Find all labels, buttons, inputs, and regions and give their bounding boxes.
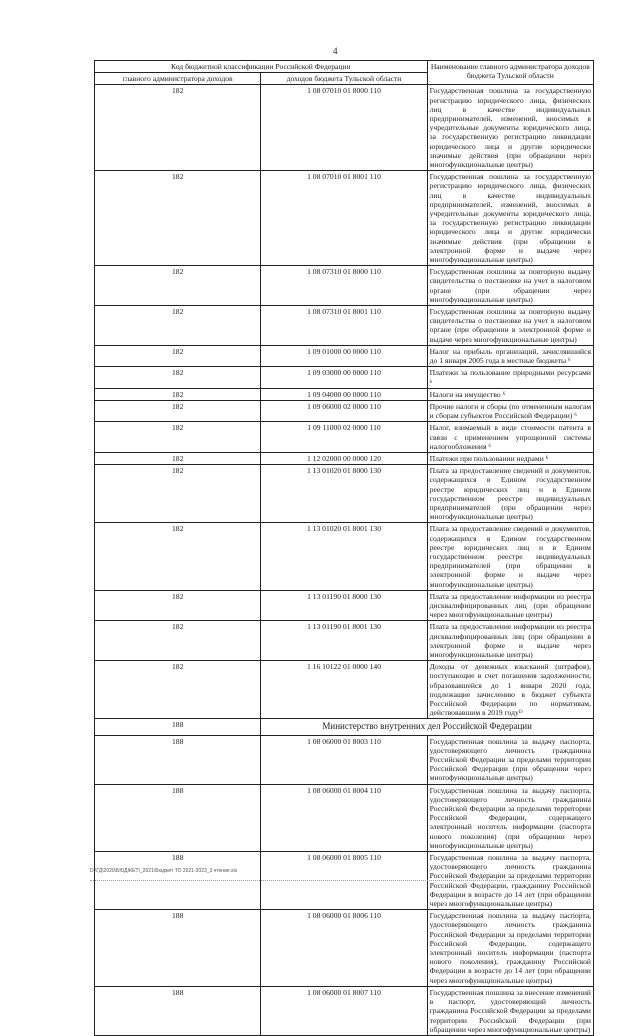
income-name-cell: Налог на прибыль организаций, зачислявшийся до 1 января 2005 года в местные бюджеты ⁶ bbox=[427, 345, 593, 366]
table-row bbox=[95, 266, 594, 306]
table-row bbox=[95, 367, 594, 388]
file-path-footer: D:\ГД\2020\БЮДЖЕТ\_2021\Бюджет ТО 2021-2023_3 чтение.xls bbox=[90, 868, 238, 874]
admin-code-cell: 188 bbox=[95, 986, 261, 1035]
table-row bbox=[95, 345, 594, 366]
admin-code-cell: 182 bbox=[95, 171, 261, 266]
admin-code-cell: 188 bbox=[95, 735, 261, 784]
income-code-cell: 1 08 06000 01 8005 110 bbox=[261, 852, 427, 910]
income-code-cell: 1 09 03000 00 0000 110 bbox=[261, 367, 427, 388]
table-row bbox=[95, 388, 594, 400]
admin-code-cell: 188 bbox=[95, 784, 261, 851]
income-name-cell: Плата за предоставление информации из реестра дисквалифицированных лиц (при обращении в электронной форме и выдаче через многофункциональные центры) bbox=[427, 621, 593, 661]
table-row bbox=[95, 910, 594, 987]
code-group-header: Код бюджетной классификации Российской Федерации bbox=[95, 61, 428, 73]
table-row bbox=[95, 784, 594, 851]
income-name-cell: Государственная пошлина за повторную выдачу свидетельства о постановке на учет в налоговом органе (при обращении через многофункциональные центры) bbox=[427, 266, 593, 306]
income-name-cell: Плата за предоставление сведений и документов, содержащихся в Едином государственном реестре юридических лиц и в Едином государственном реестре индивидуальных предпринимателей (при обращении в электронной форме и выдаче через многофункциональные центры) bbox=[427, 523, 593, 590]
income-name-cell: Государственная пошлина за выдачу паспорта, удостоверяющего личность гражданина Российской Федерации за пределами территории Российской Федерации, содержащего электронный носитель информации (паспорта нового поколения), гражданину Российской Федерации в возрасте до 14 лет (при обращении через многофункциональные центры) bbox=[427, 910, 593, 987]
table-row bbox=[95, 661, 594, 719]
income-code-cell: 1 13 01020 01 8000 130 bbox=[261, 465, 427, 523]
income-name-cell: Налог, взимаемый в виде стоимости патента в связи с применением упрощенной системы налогообложения ⁶ bbox=[427, 422, 593, 453]
income-code-cell: 1 13 01020 01 8001 130 bbox=[261, 523, 427, 590]
income-name-cell: Платежи за пользование природными ресурсами ⁶ bbox=[427, 367, 593, 388]
income-code-cell: 1 09 01000 00 0000 110 bbox=[261, 345, 427, 366]
admin-code-cell: 182 bbox=[95, 388, 261, 400]
income-code-cell: 1 08 06000 01 8007 110 bbox=[261, 986, 427, 1035]
table-row bbox=[95, 621, 594, 661]
income-name-cell: Государственная пошлина за выдачу паспорта, удостоверяющего личность гражданина Российской Федерации за пределами территории Российской Федерации, содержащего электронный носитель информации (паспорта нового поколения) (при обращении через многофункциональные центры) bbox=[427, 784, 593, 851]
income-name-cell: Государственная пошлина за повторную выдачу свидетельства о постановке на учет в налоговом органе (при обращении в электронной форме и выдаче через многофункциональные центры) bbox=[427, 306, 593, 346]
income-name-cell: Государственная пошлина за государственную регистрацию юридического лица, физических лиц в качестве индивидуальных предпринимателей, изменений, вносимых в учредительные документы юридического лица, за государственную регистрацию ликвидации юридического лица и другие юридически значимые действия (при обращении в электронной форме и выдаче через многофункциональные центры) bbox=[427, 171, 593, 266]
section-title: Министерство внутренних дел Российской Федерации bbox=[261, 719, 594, 735]
admin-code-cell: 182 bbox=[95, 621, 261, 661]
header-row bbox=[95, 61, 594, 73]
income-name-cell: Государственная пошлина за выдачу паспорта, удостоверяющего личность гражданина Российской Федерации за пределами территории Российской Федерации, гражданину Российской Федерации в возрасте до 14 лет (при обращении через многофункциональные центры) bbox=[427, 852, 593, 910]
footer-divider bbox=[90, 880, 590, 881]
table-row bbox=[95, 85, 594, 171]
admin-code-cell: 182 bbox=[95, 85, 261, 171]
income-name-cell: Государственная пошлина за выдачу паспорта, удостоверяющего личность гражданина Российской Федерации за пределами территории Российской Федерации (при обращении через многофункциональные центры) bbox=[427, 735, 593, 784]
table-row bbox=[95, 452, 594, 464]
revenue-table bbox=[94, 60, 594, 1036]
income-name-cell: Плата за предоставление сведений и документов, содержащихся в Едином государственном реестре юридических лиц и в Едином государственном реестре индивидуальных предпринимателей (при обращении через многофункциональные центры) bbox=[427, 465, 593, 523]
income-code-cell: 1 08 06000 01 8004 110 bbox=[261, 784, 427, 851]
table-row bbox=[95, 171, 594, 266]
section-row bbox=[95, 719, 594, 735]
admin-column-header: главного администратора доходов bbox=[95, 73, 261, 85]
income-code-cell: 1 09 06000 02 0000 110 bbox=[261, 400, 427, 421]
income-code-cell: 1 13 01190 01 8001 130 bbox=[261, 621, 427, 661]
table-row bbox=[95, 400, 594, 421]
income-code-cell: 1 12 02000 00 0000 120 bbox=[261, 452, 427, 464]
income-name-cell: Государственная пошлина за государственную регистрацию юридического лица, физических лиц в качестве индивидуальных предпринимателей, изменений, вносимых в учредительные документы юридического лица, за государственную регистрацию ликвидации юридического лица и другие юридически значимые действия (при обращении через многофункциональные центры) bbox=[427, 85, 593, 171]
income-code-cell: 1 09 11000 02 0000 110 bbox=[261, 422, 427, 453]
income-name-cell: Платежи при пользовании недрами ⁶ bbox=[427, 452, 593, 464]
admin-code-cell: 182 bbox=[95, 590, 261, 621]
admin-code-cell: 182 bbox=[95, 465, 261, 523]
section-admin-code: 188 bbox=[95, 719, 261, 735]
income-column-header: доходов бюджета Тульской области bbox=[261, 73, 427, 85]
income-code-cell: 1 08 06000 01 8003 110 bbox=[261, 735, 427, 784]
admin-code-cell: 182 bbox=[95, 452, 261, 464]
admin-code-cell: 182 bbox=[95, 661, 261, 719]
income-code-cell: 1 13 01190 01 8000 130 bbox=[261, 590, 427, 621]
name-column-header: Наименование главного администратора доходов бюджета Тульской области bbox=[427, 61, 593, 85]
table-row bbox=[95, 523, 594, 590]
admin-code-cell: 188 bbox=[95, 852, 261, 910]
income-code-cell: 1 08 07010 01 8000 110 bbox=[261, 85, 427, 171]
admin-code-cell: 182 bbox=[95, 367, 261, 388]
table-row bbox=[95, 590, 594, 621]
income-code-cell: 1 09 04000 00 0000 110 bbox=[261, 388, 427, 400]
table-row bbox=[95, 306, 594, 346]
admin-code-cell: 182 bbox=[95, 306, 261, 346]
admin-code-cell: 182 bbox=[95, 523, 261, 590]
income-name-cell: Прочие налоги и сборы (по отмененным налогам и сборам субъектов Российской Федерации) ⁶ bbox=[427, 400, 593, 421]
income-code-cell: 1 16 10122 01 0000 140 bbox=[261, 661, 427, 719]
income-name-cell: Государственная пошлина за внесение изменений в паспорт, удостоверяющий личность гражданина Российской Федерации за пределами территории Российской Федерации (при обращении через многофункциональные центры) bbox=[427, 986, 593, 1035]
income-name-cell: Плата за предоставление информации из реестра дисквалифицированных лиц (при обращении через многофункциональные центры) bbox=[427, 590, 593, 621]
income-code-cell: 1 08 07310 01 8000 110 bbox=[261, 266, 427, 306]
admin-code-cell: 182 bbox=[95, 266, 261, 306]
admin-code-cell: 188 bbox=[95, 910, 261, 987]
income-code-cell: 1 08 07310 01 8001 110 bbox=[261, 306, 427, 346]
table-body bbox=[95, 85, 594, 1036]
income-code-cell: 1 08 07010 01 8001 110 bbox=[261, 171, 427, 266]
income-code-cell: 1 08 06000 01 8006 110 bbox=[261, 910, 427, 987]
table-row bbox=[95, 465, 594, 523]
table-row bbox=[95, 986, 594, 1035]
admin-code-cell: 182 bbox=[95, 345, 261, 366]
income-name-cell: Налоги на имущество ⁶ bbox=[427, 388, 593, 400]
page-number: 4 bbox=[333, 46, 338, 56]
admin-code-cell: 182 bbox=[95, 400, 261, 421]
admin-code-cell: 182 bbox=[95, 422, 261, 453]
table-row bbox=[95, 735, 594, 784]
income-name-cell: Доходы от денежных взысканий (штрафов), поступающие в счет погашения задолженности, образовавшейся до 1 января 2020 года, подлежащие зачислению в бюджет субъекта Российской Федерации по нормативам, действовавшим в 2019 году¹⁾ bbox=[427, 661, 593, 719]
table-row bbox=[95, 422, 594, 453]
